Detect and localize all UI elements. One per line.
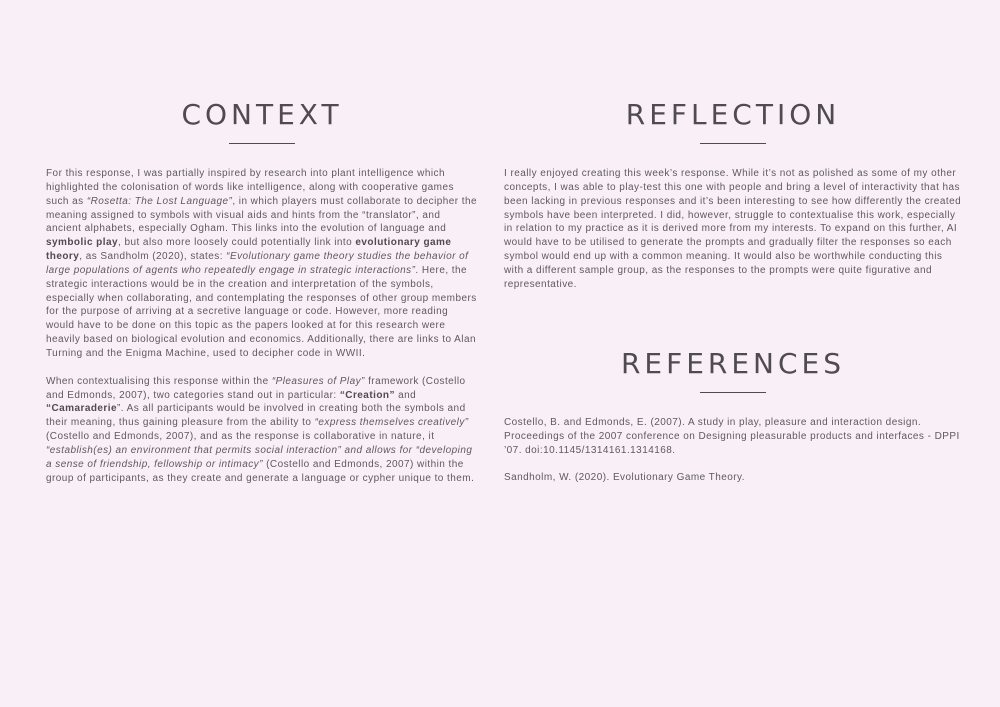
text-run: . Here, the strategic interactions would be in the creation and interpretation of the symbols, especially when collaborating, and contemplating the responses of other group members for the purpose of arriving at a secretive language or code. However, more reading would have to be done on this topic as the papers looked at for this research were heavily based on biological evolution and economics. Additionally, there are links to Alan Turning and the Enigma Machine, used to decipher code in WWII. — [46, 264, 477, 359]
italic-quote: “Pleasures of Play” — [271, 375, 365, 387]
references-divider — [700, 392, 766, 393]
reflection-heading-block — [504, 98, 962, 144]
reflection-title: REFLECTION — [625, 98, 841, 131]
text-run: (Costello and Edmonds, 2007) within the group of participants, as they create and generate a language or cypher unique to them. — [46, 458, 475, 484]
text-run: framework (Costello and Edmonds, 2007), two categories stand out in particular: — [46, 375, 466, 401]
context-divider — [229, 143, 295, 144]
context-paragraph-1 — [46, 167, 478, 361]
text-run: , as Sandholm (2020), states: — [79, 251, 227, 263]
context-body — [46, 167, 478, 485]
text-run: When contextualising this response within the — [46, 375, 272, 387]
reference-item-sandholm: Sandholm, W. (2020). Evolutionary Game Theory. — [504, 472, 745, 484]
text-run: (Costello and Edmonds, 2007), and as the response is collaborative in nature, it — [46, 431, 435, 443]
reflection-divider — [700, 143, 766, 144]
italic-quote: “Evolutionary game theory studies the behavior of large populations of agents who repeatedly engage in strategic interactions” — [46, 251, 469, 276]
context-title: CONTEXT — [181, 98, 343, 131]
bold-term: symbolic play — [46, 237, 118, 249]
references-heading-block — [504, 347, 962, 393]
reference-item-costello: Costello, B. and Edmonds, E. (2007). A study in play, pleasure and interaction design. Proceedings of the 2007 conference on Designing pleasurable products and interfaces - DPPI ’07. doi:10.1145/1314161.1314168. — [504, 417, 960, 456]
references-list — [504, 416, 962, 485]
bold-term: “Creation” — [339, 389, 395, 401]
text-run: For this response, I was partially inspired by research into plant intelligence which highlighted the colonisation of words like intelligence, along with cooperative games such as — [46, 168, 454, 207]
italic-quote: “Rosetta: The Lost Language” — [86, 195, 233, 207]
text-run: , but also more loosely could potentially link into — [118, 237, 356, 249]
text-run: I really enjoyed creating this week’s response. While it’s not as polished as some of my other concepts, I was able to play-test this one with people and bring a level of interactivity that has been lacking in previous responses and it’s been interesting to see how differently the created symbols have been interpreted. I did, however, struggle to contextualise this work, especially in relation to my practice as it is derived more from my interests. To expand on this further, AI would have to be utilised to generate the prompts and gradually filter the responses so each symbol would end up with a common meaning. It would also be worthwhile conducting this with a different sample group, as the responses to the prompts were quite figurative and representative. — [504, 168, 962, 290]
context-paragraph-2 — [46, 375, 478, 486]
reflection-body — [504, 167, 962, 292]
italic-quote: “establish(es) an environment that permits social interaction” and allows for “developing a sense of friendship, fellowship or intimacy” — [46, 444, 473, 470]
text-run: , in which players must collaborate to decipher the meaning assigned to symbols with visual aids and hints from the “translator”, and ancient alphabets, especially Ogham. This links into the evolution of language and — [46, 195, 478, 235]
bold-term: evolutionary game theory — [46, 237, 452, 263]
bold-term: “Camaraderie — [46, 403, 117, 415]
reflection-paragraph — [504, 167, 962, 292]
text-run: ”. As all participants would be involved in creating both the symbols and their meaning, thus gaining pleasure from the ability to — [46, 403, 466, 429]
italic-quote: “express themselves creatively” — [314, 417, 469, 429]
context-heading-block — [46, 98, 478, 144]
references-title: REFERENCES — [620, 347, 846, 380]
text-run: and — [394, 389, 417, 401]
